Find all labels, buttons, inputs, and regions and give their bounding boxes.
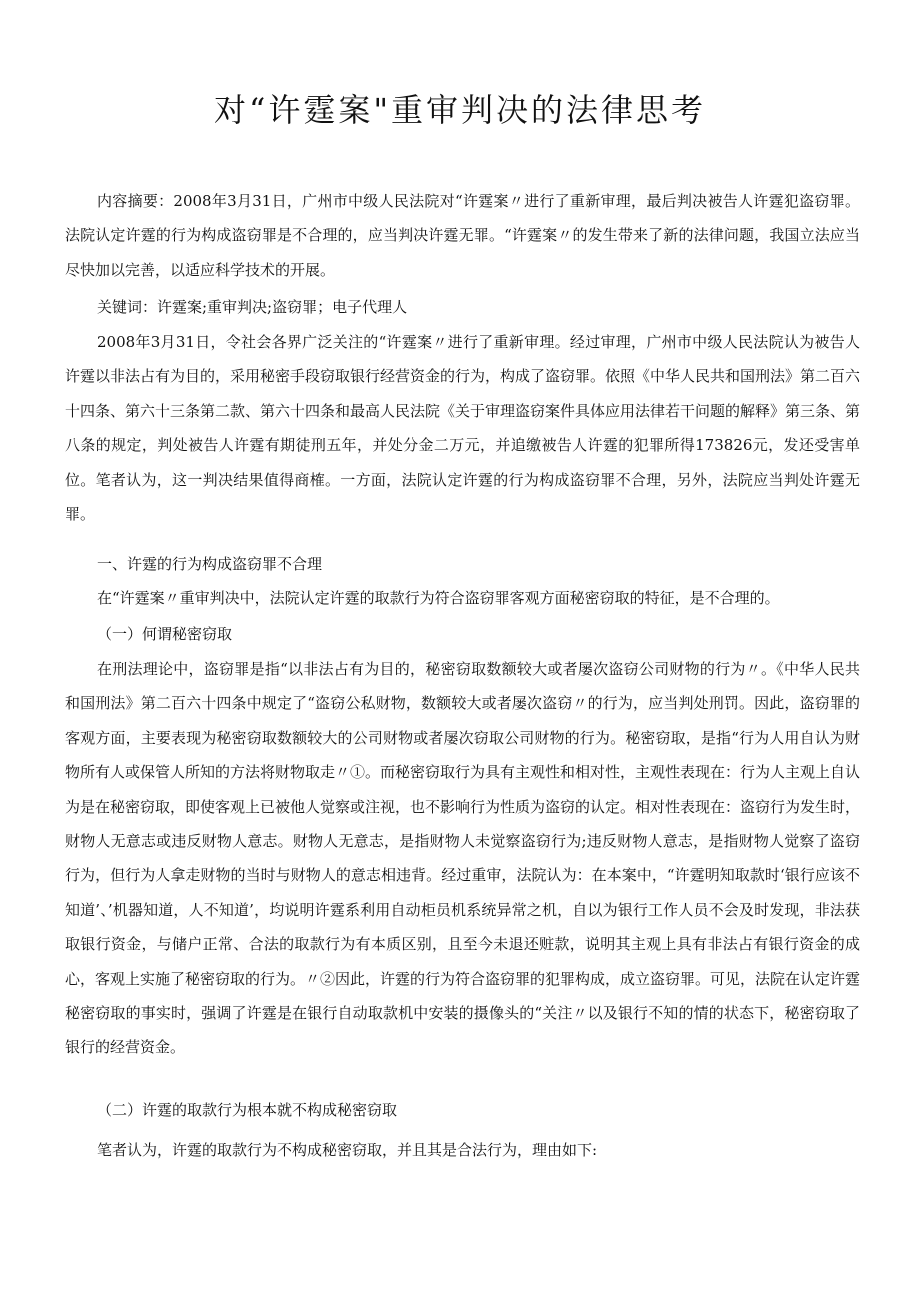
subsection-2-text: 笔者认为，许霆的取款行为不构成秘密窃取，并且其是合法行为，理由如下: <box>97 1141 598 1159</box>
section-1-text: 在“许霆案〃重审判决中，法院认定许霆的取款行为符合盗窃罪客观方面秘密窃取的特征，是不合理的。 <box>97 589 780 607</box>
intro-paragraph: 2008年3月31日，令社会各界广泛关注的“许霆案〃进行了重新审理。经过审理，广州市中级人民法院认为被告人许霆以非法占有为目的，采用秘密手段窃取银行经营资金的行为，构成了盗窃罪。依照《中华人民共和国刑法》第二百六十四条、第六十三条第二款、第六十四条和最高人民法院《关于审理盗窃案件具体应用法律若干问题的解释》第三条、第八条的规定，判处被告人许霆有期徒刑五年，并处分金二万元，并追缴被告人许霆的犯罪所得173826元，发还受害单位。笔者认为，这一判决结果值得商榷。一方面，法院认定许霆的行为构成盗窃罪不合理，另外，法院应当判处许霆无罪。 <box>65 333 861 524</box>
subsection-1-heading: （一）何谓秘密窃取 <box>97 625 233 643</box>
keywords-line: 关键词：许霆案;重审判决;盗窃罪；电子代理人 <box>97 298 408 316</box>
abstract-paragraph: 内容摘要：2008年3月31日，广州市中级人民法院对“许霆案〃进行了重新审理，最后判决被告人许霆犯盗窃罪。法院认定许霆的行为构成盗窃罪是不合理的，应当判决许霆无罪。“许霆案〃的发生带来了新的法律问题，我国立法应当尽快加以完善，以适应科学技术的开展。 <box>65 192 860 279</box>
subsection-2-heading: （二）许霆的取款行为根本就不构成秘密窃取 <box>97 1101 398 1119</box>
document-title: 对“许霆案"重审判决的法律思考 <box>213 91 707 129</box>
section-1-heading: 一、许霆的行为构成盗窃罪不合理 <box>97 555 323 573</box>
subsection-1-paragraph: 在刑法理论中，盗窃罪是指“以非法占有为目的，秘密窃取数额较大或者屡次盗窃公司财物的行为〃。《中华人民共和国刑法》第二百六十四条中规定了“盗窃公私财物，数额较大或者屡次盗窃〃的行为，应当判处刑罚。因此，盗窃罪的客观方面，主要表现为秘密窃取数额较大的公司财物或者屡次窃取公司财物的行为。秘密窃取，是指“行为人用自认为财物所有人或保管人所知的方法将财物取走〃①。而秘密窃取行为具有主观性和相对性，主观性表现在：行为人主观上自认为是在秘密窃取，即使客观上已被他人觉察或注视，也不影响行为性质为盗窃的认定。相对性表现在：盗窃行为发生时，财物人无意志或违反财物人意志。财物人无意志，是指财物人未觉察盗窃行为;违反财物人意志，是指财物人觉察了盗窃行为，但行为人拿走财物的当时与财物人的意志相违背。经过重审，法院认为：在本案中，“许霆明知取款时‘银行应该不知道’、’机器知道，人不知道’，均说明许霆系利用自动柜员机系统异常之机，自以为银行工作人员不会及时发现，非法获取银行资金，与储户正常、合法的取款行为有本质区别，且至今未退还赃款，说明其主观上具有非法占有银行资金的成心，客观上实施了秘密窃取的行为。〃②因此，许霆的行为符合盗窃罪的犯罪构成，成立盗窃罪。可见，法院在认定许霆秘密窃取的事实时，强调了许霆是在银行自动取款机中安装的摄像头的“关注〃以及银行不知的情的状态下，秘密窃取了银行的经营资金。 <box>65 660 861 1057</box>
